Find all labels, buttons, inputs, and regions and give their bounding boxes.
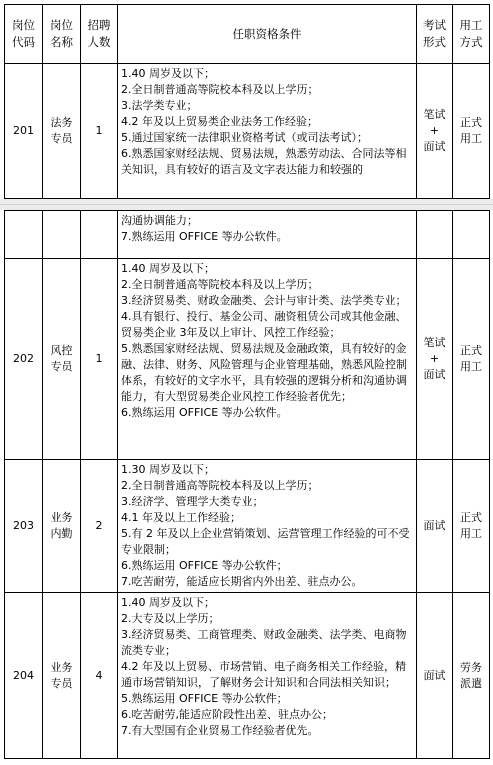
position-code: 201 [5, 64, 43, 199]
table-row [5, 593, 490, 759]
headcount: 4 [81, 593, 118, 759]
qualification-list: 1.40 周岁及以下； 2.全日制普通高等院校本科及以上学历； 3.经济贸易类、财政金融类、会计与审计类、法学类专业； 4.具有银行、投行、基金公司、融资租赁公司或其他金融、贸易类企业 3年及以上审计、风控工作经验； 5.熟悉国家财经法规、贸易法规及金融政策，具有较好的金融、法律、财务、风险管理与企业管理基础，熟悉风险控制体系，有较好的文字水平，具有较强的逻辑分析和沟通协调能力，有大型贸易类企业风控工作经验者优先； 6.熟练运用 OFFICE 等办公软件。 [118, 259, 417, 460]
header-qualifications: 任职资格条件 [118, 5, 417, 64]
recruitment-table-lower [4, 210, 490, 759]
qualification-list: 1.40 周岁及以下； 2.全日制普通高等院校本科及以上学历； 3.法学类专业； 4.2 年及以上贸易类企业法务工作经验； 5.通过国家统一法律职业资格考试（或司法考试）； 6.熟悉国家财经法规、贸易法规，熟悉劳动法、合同法等相关知识，具有较好的语言及文字表达能力和较强的 [118, 64, 417, 199]
headcount: 1 [81, 64, 118, 199]
recruitment-table-upper [4, 4, 490, 199]
position-code: 204 [5, 593, 43, 759]
position-name: 业务 内勤 [43, 460, 81, 593]
employment-type: 正式 用工 [453, 64, 490, 199]
qualification-list: 1.40 周岁及以下； 2.大专及以上学历； 3.经济贸易类、工商管理类、财政金融类、法学类、电商物流类专业； 4.2 年及以上贸易、市场营销、电子商务相关工作经验，精通市场营销知识，了解财务会计知识和合同法相关知识； 5.熟练运用 OFFICE 等办公软件； 6.吃苦耐劳,能适应阶段性出差、驻点办公； 7.有大型国有企业贸易工作经验者优先。 [118, 593, 417, 759]
exam-form: 笔试 + 面试 [417, 64, 453, 199]
header-exam-form: 考试 形式 [417, 5, 453, 64]
headcount: 1 [81, 259, 118, 460]
table-row-continuation [5, 211, 490, 259]
employment-type: 正式 用工 [453, 259, 490, 460]
header-position-name: 岗位 名称 [43, 5, 81, 64]
position-name: 法务 专员 [43, 64, 81, 199]
table-row [5, 259, 490, 460]
header-position-code: 岗位 代码 [5, 5, 43, 64]
table-header-row [5, 5, 490, 64]
qualification-list: 沟通协调能力； 7.熟练运用 OFFICE 等办公软件。 [118, 211, 417, 259]
employment-type: 正式 用工 [453, 460, 490, 593]
exam-form: 面试 [417, 460, 453, 593]
exam-form: 笔试 + 面试 [417, 259, 453, 460]
header-employment-type: 用工 方式 [453, 5, 490, 64]
position-code: 202 [5, 259, 43, 460]
position-name: 业务 专员 [43, 593, 81, 759]
page-break-band [0, 199, 493, 210]
position-name: 风控 专员 [43, 259, 81, 460]
exam-form: 面试 [417, 593, 453, 759]
qualification-list: 1.30 周岁及以下； 2.全日制普通高等院校本科及以上学历； 3.经济学、管理学大类专业； 4.1 年及以上工作经验； 5.有 2 年及以上企业营销策划、运营管理工作经验的可不受专业限制； 6.熟练运用 OFFICE 等办公软件； 7.吃苦耐劳，能适应长期省内外出差、驻点办公。 [118, 460, 417, 593]
table-row [5, 460, 490, 593]
employment-type: 劳务 派遣 [453, 593, 490, 759]
table-row [5, 64, 490, 199]
headcount: 2 [81, 460, 118, 593]
header-headcount: 招聘 人数 [81, 5, 118, 64]
position-code: 203 [5, 460, 43, 593]
